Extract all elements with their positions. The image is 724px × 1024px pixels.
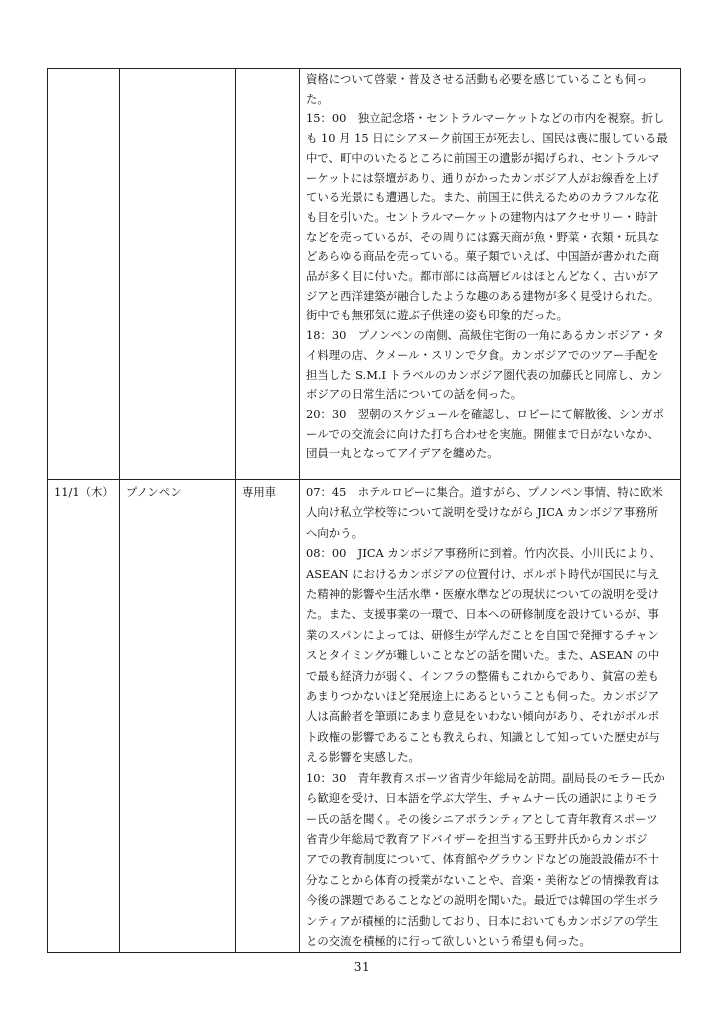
details-text xyxy=(300,480,680,951)
details-line: 分なことから体育の授業がないことや、音楽・美術などの情操教育は xyxy=(306,872,659,887)
details-line: 人は高齢者を筆頭にあまり意見をいわない傾向があり、それがポルポ xyxy=(306,709,660,724)
details-line: ASEAN におけるカンボジアの位置付け、ポルポト時代が国民に与え xyxy=(306,566,660,581)
schedule-row xyxy=(48,480,681,953)
schedule-table xyxy=(47,68,681,953)
details-line: 07：45 ホテルロビーに集合。道すがら、プノンペン事情、特に欧米 xyxy=(306,485,663,499)
schedule-row xyxy=(48,69,681,480)
details-line: 今後の課題であることなどの説明を聞いた。最近では韓国の学生ボラ xyxy=(306,893,660,908)
details-line: イ料理の店、クメール・スリンで夕食。カンボジアでのツアー手配を xyxy=(306,347,659,362)
details-line: ーケットには祭壇があり、通りがかったカンボジア人がお線香を上げ xyxy=(306,170,659,185)
details-line: ボジアの日常生活についての話を伺った。 xyxy=(306,387,523,402)
place-cell: プノンペン xyxy=(120,480,236,953)
details-line: 中で、町中のいたるところに前国王の遺影が掲げられ、セントラルマ xyxy=(306,150,660,165)
details-line: スとタイミングが難しいことなどの話を聞いた。また、ASEAN の中 xyxy=(306,648,660,663)
details-line: ト政権の影響であることも教えられ、知識として知っていた歴史が与 xyxy=(306,729,660,744)
details-line: 担当した S.M.I トラベルのカンボジア圏代表の加藤氏と同席し、カン xyxy=(306,367,663,382)
details-line: ー氏の話を聞く。その後シニアボランティアとして青年教育スポーツ xyxy=(306,811,658,826)
details-line: た精神的影響や生活水準・医療水準などの現状についての説明を受け xyxy=(306,587,659,602)
details-line: える影響を実感した。 xyxy=(306,750,420,765)
details-line: 省青少年総局で教育アドバイザーを担当する玉野井氏からカンボジ xyxy=(306,831,648,846)
details-line: た。 xyxy=(306,91,329,106)
details-line: 品が多く目に付いた。都市部には高層ビルはほとんどなく、古いがア xyxy=(306,269,659,284)
details-line: あまりつかないほど発展途上にあるということも伺った。カンボジア xyxy=(306,689,660,704)
transport-cell xyxy=(236,69,300,480)
details-line: ジアと西洋建築が融合したような趣のある建物が多く見受けられた。 xyxy=(306,288,660,303)
details-line: 資格について啓蒙・普及させる活動も必要を感じていることも伺っ xyxy=(306,72,648,86)
details-line: 人向け私立学校等について説明を受けながら JICA カンボジア事務所 xyxy=(306,505,658,520)
details-line: へ向かう。 xyxy=(306,525,363,540)
details-line: などを売っているが、その周りには露天商が魚・野菜・衣類・玩具な xyxy=(306,229,660,244)
details-line: との交流を積極的に行って欲しいという希望も伺った。 xyxy=(306,933,591,948)
details-line: ールでの交流会に向けた打ち合わせを実施。開催まで日がないなか、 xyxy=(306,426,659,441)
details-line: ている光景にも遭遇した。また、前国王に供えるためのカラフルな花 xyxy=(306,190,659,205)
details-line: で最も経済力が弱く、インフラの整備もこれからであり、貧富の差も xyxy=(306,668,659,683)
details-line: た。また、支援事業の一環で、日本への研修制度を設けているが、事 xyxy=(306,607,659,622)
date-cell xyxy=(48,69,120,480)
details-text xyxy=(300,69,680,464)
details-line: 20：30 翌朝のスケジュールを確認し、ロビーにて解散後、シンガポ xyxy=(306,406,664,421)
details-line: ンティアが積極的に活動しており、日本においてもカンボジアの学生 xyxy=(306,913,659,928)
details-line: も 10 月 15 日にシアヌーク前国王が死去し、国民は喪に服している最 xyxy=(306,131,668,146)
details-line: アでの教育制度について、体育館やグラウンドなどの施設設備が不十 xyxy=(306,852,659,867)
details-line: どあらゆる商品を売っている。菓子類でいえば、中国語が書かれた商 xyxy=(306,249,660,264)
details-cell xyxy=(300,69,681,480)
details-line: 街中でも無邪気に遊ぶ子供達の姿も印象的だった。 xyxy=(306,308,568,323)
date-cell: 11/1（木） xyxy=(48,480,120,953)
details-line: 業のスパンによっては、研修生が学んだことを自国で発揮するチャン xyxy=(306,627,659,642)
details-line: 18：30 プノンペンの南側、高級住宅街の一角にあるカンボジア・タ xyxy=(306,328,664,343)
transport-cell: 専用車 xyxy=(236,480,300,953)
details-line: も目を引いた。セントラルマーケットの建物内はアクセサリー・時計 xyxy=(306,209,658,224)
place-cell xyxy=(120,69,236,480)
details-line: 10：30 青年教育スポーツ省青少年総局を訪問。副局長のモラー氏か xyxy=(306,770,665,785)
page-number: 31 xyxy=(353,960,371,974)
details-line: 団員一丸となってアイデアを纏めた。 xyxy=(306,446,499,461)
details-line: 15：00 独立記念塔・セントラルマーケットなどの市内を視察。折し xyxy=(306,111,665,126)
details-line: ら歓迎を受け、日本語を学ぶ大学生、チャムナー氏の通訳によりモラ xyxy=(306,791,659,806)
details-cell xyxy=(300,480,681,953)
details-line: 08：00 JICA カンボジア事務所に到着。竹内次長、小川氏により、 xyxy=(306,546,661,561)
